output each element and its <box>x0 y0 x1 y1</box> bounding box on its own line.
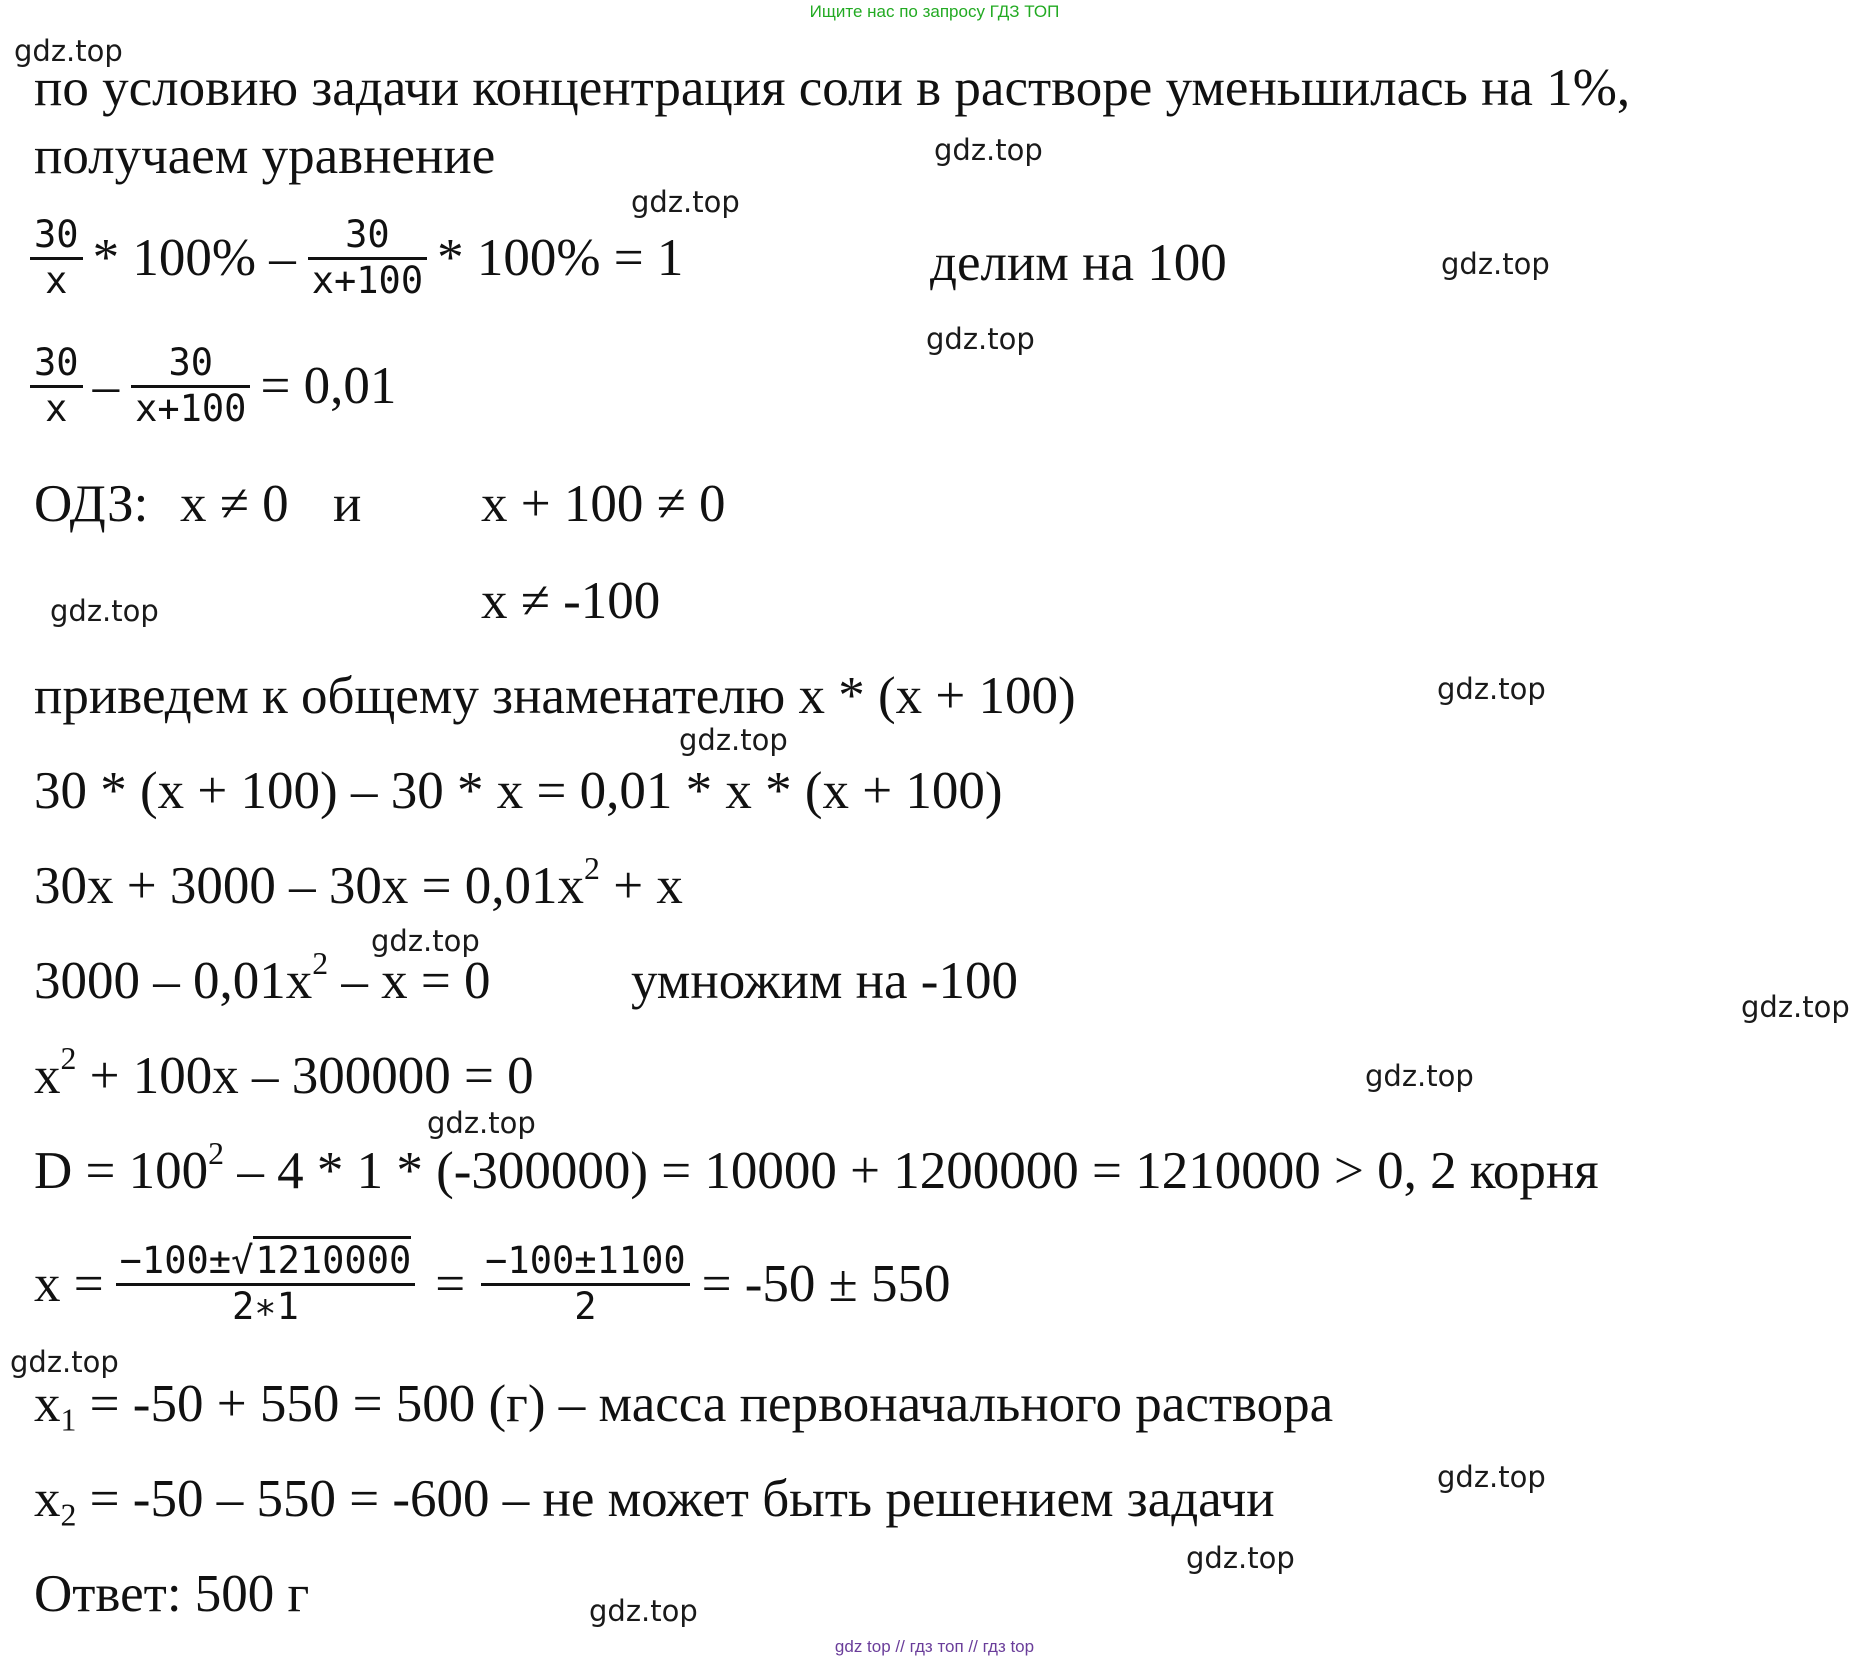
fraction: $\frac{-100\pm 1100}{2}$ <box>481 1240 689 1328</box>
watermark: gdz.top <box>631 185 740 219</box>
odz-label: ОДЗ: <box>34 475 149 533</box>
odz-condition-2: x + 100 ≠ 0 <box>481 475 726 533</box>
answer-line: Ответ: 500 г <box>34 1565 310 1623</box>
intro-line-2: получаем уравнение <box>34 127 496 185</box>
multiply-note: умножим на -100 <box>631 952 1018 1010</box>
watermark: gdz.top <box>934 133 1043 167</box>
watermark: gdz.top <box>589 1594 698 1628</box>
fraction: $\frac{30}{x}$ <box>30 342 83 430</box>
odz-condition-3: x ≠ -100 <box>481 572 661 630</box>
quadratic-line: $x^2 + 100x - 300000 = 0$ <box>34 1041 534 1105</box>
odz-and: и <box>333 475 362 533</box>
watermark: gdz.top <box>1365 1059 1474 1093</box>
root-x1-line: $x_1 = -50 + 550 = 500$ (г) – масса первоначального раствора <box>34 1375 1334 1438</box>
fraction: $\frac{30}{x}$ <box>30 214 83 302</box>
watermark: gdz.top <box>427 1106 536 1140</box>
fraction: $\frac{-100\pm√1210000}{2∗1}$ <box>116 1240 416 1328</box>
root-x2-line: $x_2 = -50 - 550 = -600$ – не может быть решением задачи <box>34 1470 1275 1533</box>
watermark: gdz.top <box>1441 247 1550 281</box>
top-banner[interactable]: Ищите нас по запросу ГДЗ ТОП <box>809 2 1060 21</box>
intro-line-1: по условию задачи концентрация соли в растворе уменьшилась на 1%, <box>34 59 1631 117</box>
watermark: gdz.top <box>1437 1460 1546 1494</box>
move-terms-line: $3000 - 0,01x^2 - x = 0$ <box>34 946 491 1010</box>
watermark: gdz.top <box>10 1345 119 1379</box>
discriminant-line: $D = 100^2 - 4 * 1 * (-300000) = 10000 + 1200000 = 1210000 > 0$, 2 корня <box>34 1136 1599 1200</box>
fraction: $\frac{30}{x+100}$ <box>308 214 427 302</box>
simplify-line: $30x + 3000 - 30x = 0,01x^2 + x$ <box>34 851 683 915</box>
roots-formula: x = $\frac{-100\pm√1210000}{2∗1}$ = $\frac{-100\pm 1100}{2}$ = -50 ± 550 <box>34 1240 951 1328</box>
watermark: gdz.top <box>926 322 1035 356</box>
equation-2: $\frac{30}{x}$ – $\frac{30}{x+100}$ = 0,01 <box>30 342 396 430</box>
watermark: gdz.top <box>1437 672 1546 706</box>
common-denominator-line: приведем к общему знаменателю x * (x + 100) <box>34 667 1076 725</box>
footer-links[interactable]: gdz top // гдз топ // гдз top <box>834 1637 1035 1656</box>
expand-line: 30 * (x + 100) – 30 * x = 0,01 * x * (x + 100) <box>34 762 1003 820</box>
divide-note: делим на 100 <box>930 234 1227 292</box>
watermark: gdz.top <box>371 924 480 958</box>
watermark: gdz.top <box>14 34 123 68</box>
odz-condition-1: x ≠ 0 <box>180 475 289 533</box>
watermark: gdz.top <box>50 594 159 628</box>
fraction: $\frac{30}{x+100}$ <box>131 342 250 430</box>
watermark: gdz.top <box>1741 990 1850 1024</box>
equation-1: $\frac{30}{x}$ * 100% – $\frac{30}{x+100}$ * 100% = 1 <box>30 214 683 302</box>
watermark: gdz.top <box>679 723 788 757</box>
watermark: gdz.top <box>1186 1541 1295 1575</box>
